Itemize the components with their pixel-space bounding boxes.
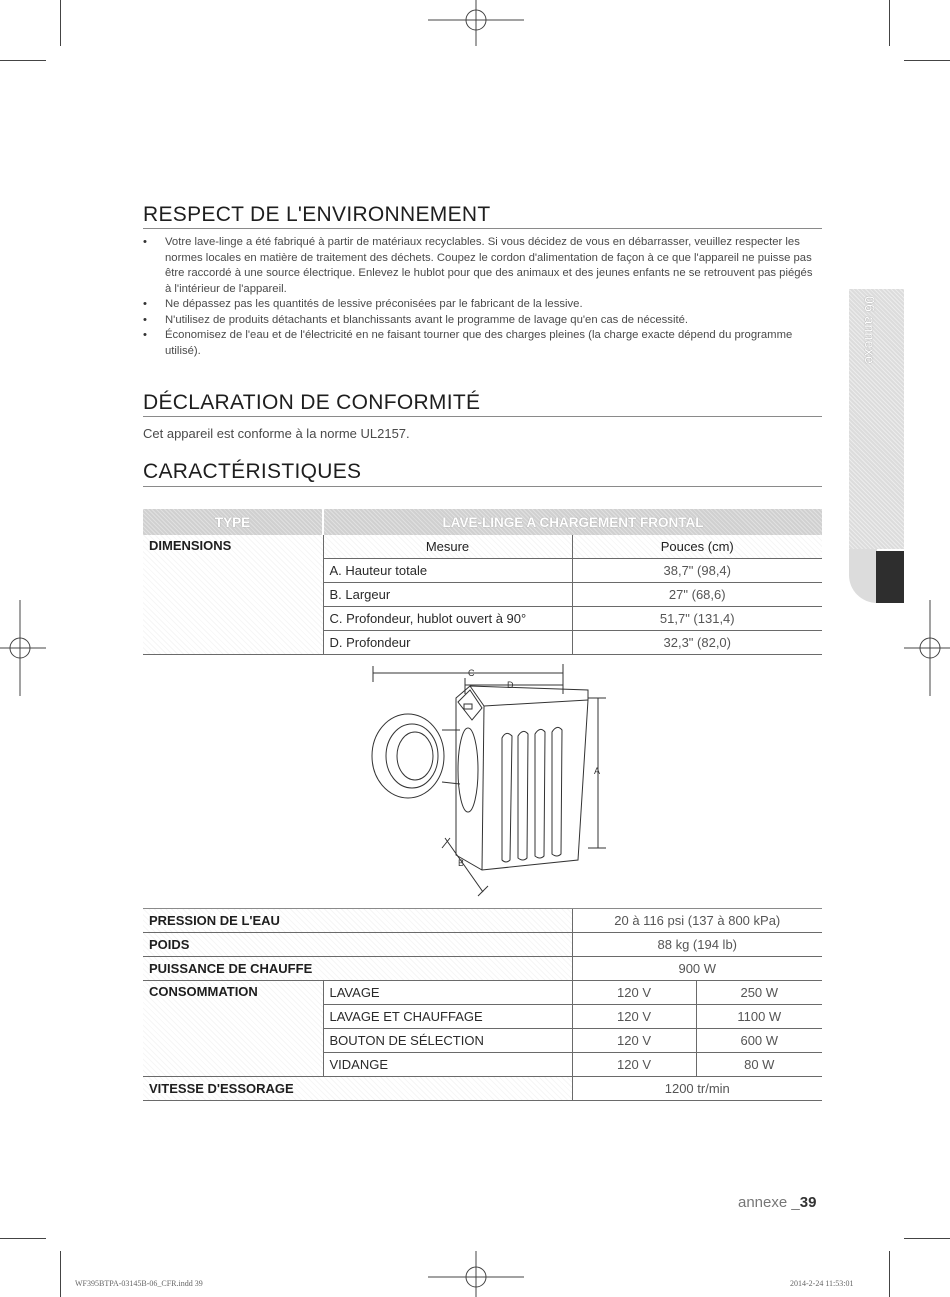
water-pressure-value: 20 à 116 psi (137 à 800 kPa) [572, 909, 822, 933]
crop-mark [889, 1251, 890, 1297]
crop-mark [889, 0, 890, 46]
consumption-voltage: 120 V [572, 1005, 696, 1029]
consumption-power: 1100 W [696, 1005, 822, 1029]
heating-value: 900 W [572, 957, 822, 981]
table-row [143, 1077, 822, 1101]
crop-mark [0, 60, 46, 61]
section-rule [143, 228, 822, 229]
crop-mark [0, 1238, 46, 1239]
table-row [143, 981, 822, 1005]
crop-mark [60, 1251, 61, 1297]
conformity-title: DÉCLARATION DE CONFORMITÉ [143, 391, 481, 414]
registration-mark-bottom [428, 1251, 524, 1297]
dimension-value: 32,3" (82,0) [572, 631, 822, 655]
environment-list [143, 235, 813, 359]
side-tab-curve [849, 549, 877, 603]
registration-mark-left [0, 600, 46, 696]
consumption-mode: LAVAGE [323, 981, 572, 1005]
page-number: 39 [799, 1194, 817, 1211]
dimension-value: 51,7" (131,4) [572, 607, 822, 631]
consumption-mode: BOUTON DE SÉLECTION [323, 1029, 572, 1053]
table-row [143, 909, 822, 933]
dimension-name: C. Profondeur, hublot ouvert à 90° [323, 607, 572, 631]
crop-mark [60, 0, 61, 46]
type-value: LAVE-LINGE A CHARGEMENT FRONTAL [323, 509, 822, 535]
consumption-power: 80 W [696, 1053, 822, 1077]
dimension-a-label: A [594, 766, 601, 776]
measure-header: Mesure [323, 535, 572, 559]
washer-dimension-diagram [360, 660, 620, 905]
consumption-label: CONSOMMATION [143, 981, 323, 1077]
consumption-voltage: 120 V [572, 981, 696, 1005]
dimension-d-label: D [507, 680, 514, 690]
dimension-value: 38,7" (98,4) [572, 559, 822, 583]
list-item: • Économisez de l'eau et de l'électricité en ne faisant tourner que des charges pleines (la charge exacte dépend du programme utilisé). [143, 328, 813, 359]
spin-speed-value: 1200 tr/min [572, 1077, 822, 1101]
crop-mark [904, 60, 950, 61]
dimension-name: D. Profondeur [323, 631, 572, 655]
consumption-voltage: 120 V [572, 1029, 696, 1053]
conformity-text: Cet appareil est conforme à la norme UL2157. [143, 426, 410, 441]
heating-label: PUISSANCE DE CHAUFFE [143, 957, 572, 981]
table-row [143, 535, 822, 559]
weight-value: 88 kg (194 lb) [572, 933, 822, 957]
registration-mark-right [904, 600, 950, 696]
table-row [143, 957, 822, 981]
section-rule [143, 486, 822, 487]
imprint-file: WF395BTPA-03145B-06_CFR.indd 39 [75, 1279, 203, 1288]
dimension-c-label: C [468, 668, 475, 678]
dimensions-table [143, 509, 822, 655]
consumption-power: 250 W [696, 981, 822, 1005]
list-item: • Votre lave-linge a été fabriqué à partir de matériaux recyclables. Si vous décidez de vous en débarrasser, veuillez respecter les normes locales en matière de traitement des déchets. Coupez le cordon d'alimentation de façon à ce que l'appareil ne puisse pas être raccordé à une source électrique. Enlevez le hublot pour que des animaux et des jeunes enfants ne se retrouvent pas piégés à l'intérieur de l'appareil. [143, 235, 813, 297]
dimensions-label: DIMENSIONS [143, 535, 323, 655]
list-item: • Ne dépassez pas les quantités de lessive préconisées par le fabricant de la lessive. [143, 297, 813, 313]
footer-section: annexe _ [738, 1194, 800, 1211]
dimension-b-label: B [458, 858, 465, 868]
dimension-name: A. Hauteur totale [323, 559, 572, 583]
list-item: • N'utilisez de produits détachants et blanchissants avant le programme de lavage qu'en cas de nécessité. [143, 313, 813, 329]
imprint-date: 2014-2-24 11:53:01 [790, 1279, 854, 1288]
consumption-power: 600 W [696, 1029, 822, 1053]
consumption-voltage: 120 V [572, 1053, 696, 1077]
page-footer [738, 1194, 816, 1211]
specs-table [143, 909, 822, 1101]
specs-title: CARACTÉRISTIQUES [143, 460, 362, 483]
section-rule [143, 416, 822, 417]
dimension-value: 27" (68,6) [572, 583, 822, 607]
environment-title: RESPECT DE L'ENVIRONNEMENT [143, 203, 491, 226]
table-row [143, 933, 822, 957]
water-pressure-label: PRESSION DE L'EAU [143, 909, 572, 933]
registration-mark-top [428, 0, 524, 46]
table-header-row [143, 509, 822, 535]
side-tab-marker [876, 551, 904, 603]
dimension-name: B. Largeur [323, 583, 572, 607]
type-label: TYPE [143, 509, 323, 535]
side-tab-label: 06 annexe [862, 296, 878, 365]
spin-speed-label: VITESSE D'ESSORAGE [143, 1077, 572, 1101]
inches-header: Pouces (cm) [572, 535, 822, 559]
crop-mark [904, 1238, 950, 1239]
consumption-mode: LAVAGE ET CHAUFFAGE [323, 1005, 572, 1029]
weight-label: POIDS [143, 933, 572, 957]
consumption-mode: VIDANGE [323, 1053, 572, 1077]
